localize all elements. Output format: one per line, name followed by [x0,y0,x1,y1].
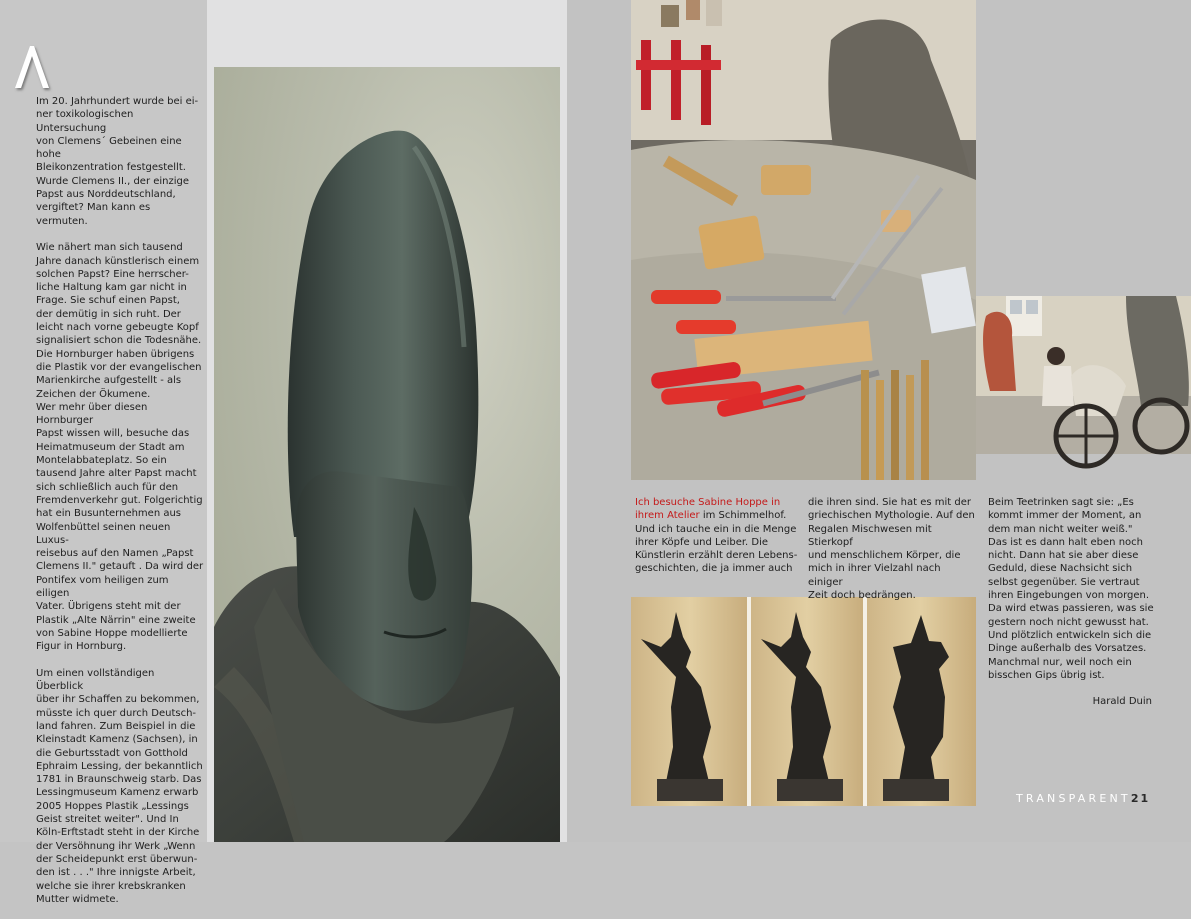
paragraph-tea-time: Beim Teetrinken sagt sie: „Es kommt immer der Moment, an dem man nicht weiter weiß." Das ist es dann halt eben noch nicht. Dann hat sie aber diese Geduld, diese Nachsicht sich selbst gegenüber. Sie vertraut ihren Eingebungen von morgen. Da wird etwas passieren, was sie gestern noch nicht gewusst hat. Und plötzlich entwickeln sich die Dinge außerhalb des Vorsatzes. Manchmal nur, weil noch ein bisschen Gips übrig ist. [988,497,1154,681]
page-number: 21 [1130,792,1151,805]
paragraph-museum: Wer mehr über diesen Hornburger Papst wissen will, besuche das Heimatmuseum der Stadt am Montelabbateplatz. So ein tausend Jahre alter Papst macht sich schließlich auch für den Fremdenverkehr gut. Folgerichtig hat ein Busunternehmen aus Wolfenbüttel seinen neuen Luxus- reisebus auf den Namen „Papst Clemens II." getauft . Da wird der Pontifex vom heiligen zum eiligen Vater. Übrigens steht mit der Plastik „Alte Närrin" eine zweite von Sabine Hoppe modellierte Figur in Hornburg. [36,401,204,653]
drop-initial-a [12,40,52,96]
paragraph-mythology: die ihren sind. Sie hat es mit der griechischen Mythologie. Auf den Regalen Mischwesen mit Stierkopf und menschlichem Körper, die mich in ihrer Vielzahl nach einiger Zeit doch bedrängen. [808,497,975,602]
page-footer [1016,792,1150,805]
author-name: Harald Duin [1092,696,1152,708]
paragraph-toxicology: Im 20. Jahrhundert wurde bei ei- ner toxikologischen Untersuchung von Clemens´ Gebeinen eine hohe Bleikonzentration festgestellt. Wurde Clemens II., der einzige Papst aus Norddeutschland, vergiftet? Man kann es vermuten. [36,96,199,227]
right-article-column [988,496,1160,708]
workshop-interior-photo [976,296,1191,454]
left-article-column [36,95,204,919]
atelier-tools-photo [631,0,976,480]
middle-article-column [635,496,801,576]
magazine-name: TRANSPARENT [1016,792,1131,805]
paragraph-overview: Um einen vollständigen Überblick über ihr Schaffen zu bekommen, müsste ich quer durch Deutsch- land fahren. Zum Beispiel in die Kleinstadt Kamenz (Sachsen), in die Geburtsstadt von Gotthold Ephraim Lessing, der bekanntlich 1781 in Braunschweig starb. Das Lessingmuseum Kamenz erwarb 2005 Hoppes Plastik „Lessings Geist streitet weiter". Und In Köln-Erftstadt steht in der Kirche der Versöhnung ihr Werk „Wenn der Scheidepunkt erst überwun- den ist . . ." Ihre innigste Arbeit, welche sie ihrer krebskranken Mutter widmete. [36,667,203,905]
atelier-visit-text: im Schimmelhof. Und ich tauche ein in die Menge ihrer Köpfe und Leiber. Die Künstlerin erzählt deren Lebens- geschichten, die ja immer auch [635,510,798,575]
paragraph-atelier-visit [635,496,801,576]
bronze-pope-statue-photo [214,67,560,842]
highlight-atelier-visit: Ich besuche Sabine Hoppe in ihrem Atelier [635,497,781,522]
paragraph-approach: Wie nähert man sich tausend Jahre danach künstlerisch einem solchen Papst? Eine herrscher- liche Haltung kam gar nicht in Frage. Sie schuf einen Papst, der demütig in sich ruht. Der leicht nach vorne gebeugte Kopf signalisiert schon die Todesnähe. Die Hornburger haben übrigens die Plastik vor der evangelischen Marienkirche aufgestellt - als Zeichen der Ökumene. [36,242,202,400]
minotaur-figures-photo-strip [631,597,976,806]
second-article-column [808,496,978,602]
